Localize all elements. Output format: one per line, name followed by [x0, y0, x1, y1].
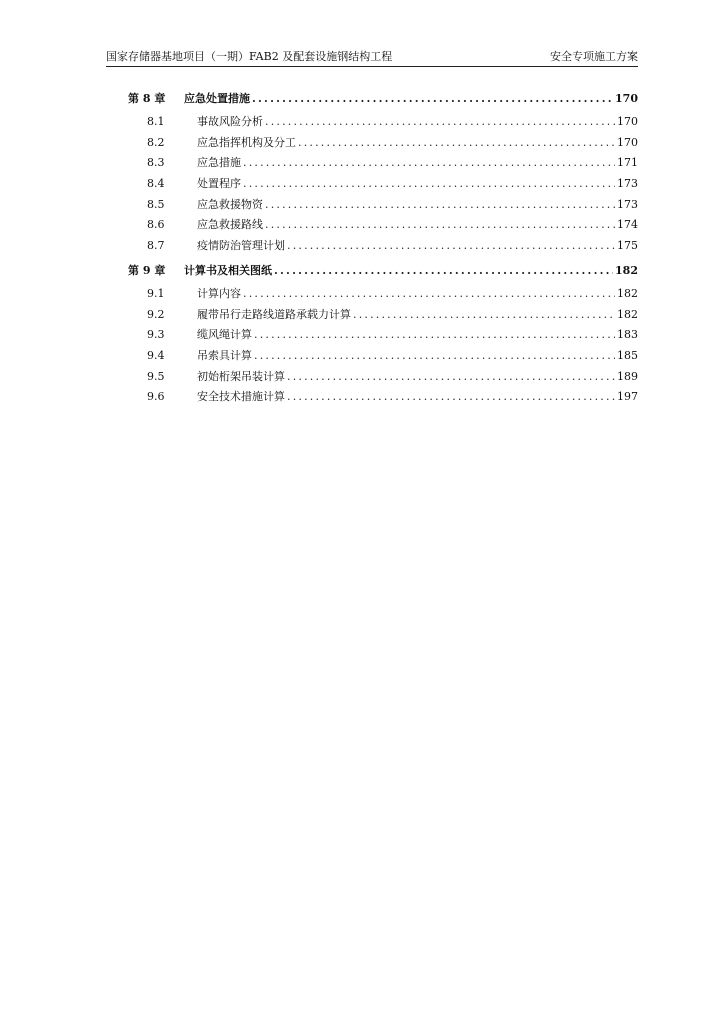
toc-dot-leader: [243, 153, 615, 174]
toc-entry-number: 8.5: [147, 197, 165, 211]
toc-dot-leader: [254, 325, 615, 346]
toc-entry-page: 175: [617, 239, 638, 253]
toc-entry-number: 第 8 章: [128, 92, 166, 105]
toc-dot-leader: [254, 346, 615, 367]
toc-entry-title: 应急指挥机构及分工: [197, 135, 296, 149]
toc-dot-leader: [287, 367, 615, 388]
toc-entry-number: 8.6: [147, 218, 165, 232]
toc-entry-title: 缆风绳计算: [197, 328, 252, 342]
toc-entry-page: 170: [617, 115, 638, 128]
toc-entry-page: 182: [615, 263, 638, 277]
toc-entry-page: 182: [617, 307, 638, 321]
toc-dot-leader: [353, 305, 615, 326]
toc-section-9-6[interactable]: [128, 387, 638, 408]
toc-entry-title: 处置程序: [197, 177, 241, 191]
toc-entry-number: 8.4: [147, 177, 165, 191]
toc-dot-leader: [252, 87, 613, 110]
toc-section-8-7[interactable]: [128, 236, 638, 257]
toc-section-8-1[interactable]: [128, 112, 638, 133]
toc-section-9-1[interactable]: [128, 284, 638, 305]
toc-entry-title: 履带吊行走路线道路承载力计算: [197, 307, 351, 321]
toc-dot-leader: [265, 195, 615, 216]
toc-entry-page: 171: [617, 156, 638, 170]
toc-entry-page: 197: [617, 390, 638, 404]
toc-entry-title: 初始桁架吊装计算: [197, 369, 285, 383]
toc-entry-title: 应急救援路线: [197, 218, 263, 232]
toc-entry-title: 应急措施: [197, 156, 241, 170]
toc-entry-page: 174: [617, 218, 638, 232]
header-project-title: 国家存储器基地项目（一期）FAB2 及配套设施钢结构工程: [106, 50, 393, 63]
toc-section-9-2[interactable]: [128, 305, 638, 326]
toc-entry-title: 计算书及相关图纸: [184, 263, 272, 277]
toc-dot-leader: [274, 259, 613, 282]
page-header: [106, 50, 638, 67]
toc-section-9-4[interactable]: [128, 346, 638, 367]
toc-entry-number: 8.7: [147, 239, 165, 253]
toc-entry-title: 吊索具计算: [197, 348, 252, 362]
toc-entry-number: 9.3: [147, 328, 165, 342]
toc-entry-page: 173: [617, 177, 638, 191]
toc-entry-page: 173: [617, 197, 638, 211]
toc-chapter-9[interactable]: [128, 259, 638, 282]
toc-entry-page: 185: [617, 348, 638, 362]
toc-dot-leader: [243, 284, 615, 305]
toc-entry-title: 安全技术措施计算: [197, 390, 285, 404]
toc-section-8-6[interactable]: [128, 215, 638, 236]
toc-entry-number: 9.2: [147, 307, 165, 321]
toc-entry-title: 疫情防治管理计划: [197, 239, 285, 253]
toc-section-8-2[interactable]: [128, 133, 638, 154]
toc-entry-number: 9.6: [147, 390, 165, 404]
toc-section-9-3[interactable]: [128, 325, 638, 346]
toc-dot-leader: [287, 236, 615, 257]
toc-entry-page: 170: [617, 135, 638, 149]
toc-entry-number: 8.2: [147, 135, 165, 149]
toc-entry-number: 8.1: [147, 115, 165, 128]
toc-entry-title: 计算内容: [197, 286, 241, 300]
toc-entry-page: 182: [617, 286, 638, 300]
toc-section-8-5[interactable]: [128, 195, 638, 216]
toc-dot-leader: [265, 112, 615, 133]
toc-entry-title: 事故风险分析: [197, 115, 263, 128]
toc-section-9-5[interactable]: [128, 367, 638, 388]
toc-entry-number: 9.4: [147, 348, 165, 362]
toc-dot-leader: [243, 174, 615, 195]
toc-section-8-3[interactable]: [128, 153, 638, 174]
table-of-contents: [128, 85, 638, 408]
toc-entry-page: 170: [615, 92, 638, 105]
toc-entry-page: 189: [617, 369, 638, 383]
toc-entry-number: 第 9 章: [128, 263, 166, 277]
toc-entry-number: 9.5: [147, 369, 165, 383]
toc-chapter-8[interactable]: [128, 87, 638, 110]
toc-entry-page: 183: [617, 328, 638, 342]
toc-dot-leader: [298, 133, 615, 154]
toc-entry-number: 9.1: [147, 286, 165, 300]
toc-entry-title: 应急处置措施: [184, 92, 250, 105]
header-document-title: 安全专项施工方案: [550, 50, 638, 63]
toc-dot-leader: [287, 387, 615, 408]
toc-entry-title: 应急救援物资: [197, 197, 263, 211]
toc-dot-leader: [265, 215, 615, 236]
toc-entry-number: 8.3: [147, 156, 165, 170]
toc-section-8-4[interactable]: [128, 174, 638, 195]
